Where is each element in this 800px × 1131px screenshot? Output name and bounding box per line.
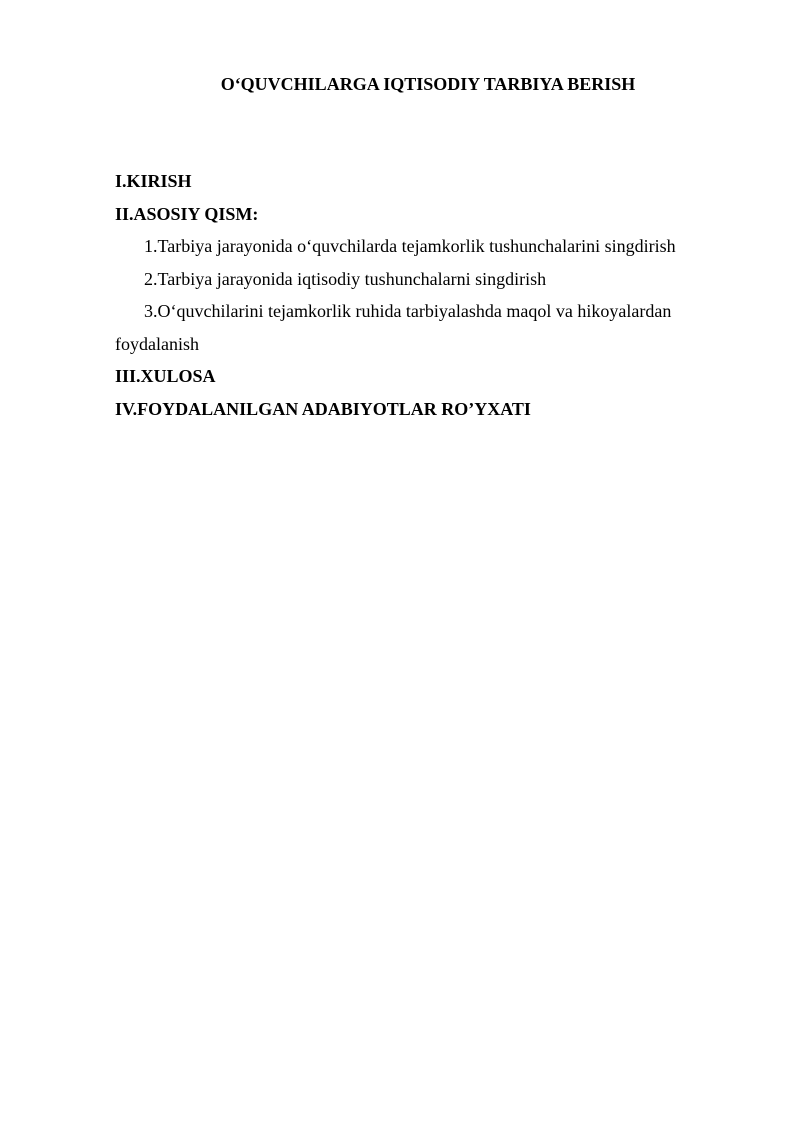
toc-subitem-3-line-2: foydalanish — [115, 333, 199, 354]
toc-item-references: IV.FOYDALANILGAN ADABIYOTLAR RO’YXATI — [115, 398, 531, 419]
toc-item-intro: I.KIRISH — [115, 171, 192, 191]
document-title: O‘QUVCHILARGA IQTISODIY TARBIYA BERISH — [220, 74, 636, 94]
toc-subitem-2: 2.Tarbiya jarayonida iqtisodiy tushunchalarni singdirish — [144, 268, 547, 289]
toc-item-conclusion: III.XULOSA — [115, 366, 216, 386]
table-of-contents — [115, 165, 715, 425]
toc-subitem-3-line-1: 3.O‘quvchilarini tejamkorlik ruhida tarbiyalashda maqol va hikoyalardan — [144, 301, 672, 321]
toc-item-main-part: II.ASOSIY QISM: — [115, 203, 259, 224]
toc-subitem-1: 1.Tarbiya jarayonida o‘quvchilarda tejamkorlik tushunchalarini singdirish — [144, 236, 676, 256]
